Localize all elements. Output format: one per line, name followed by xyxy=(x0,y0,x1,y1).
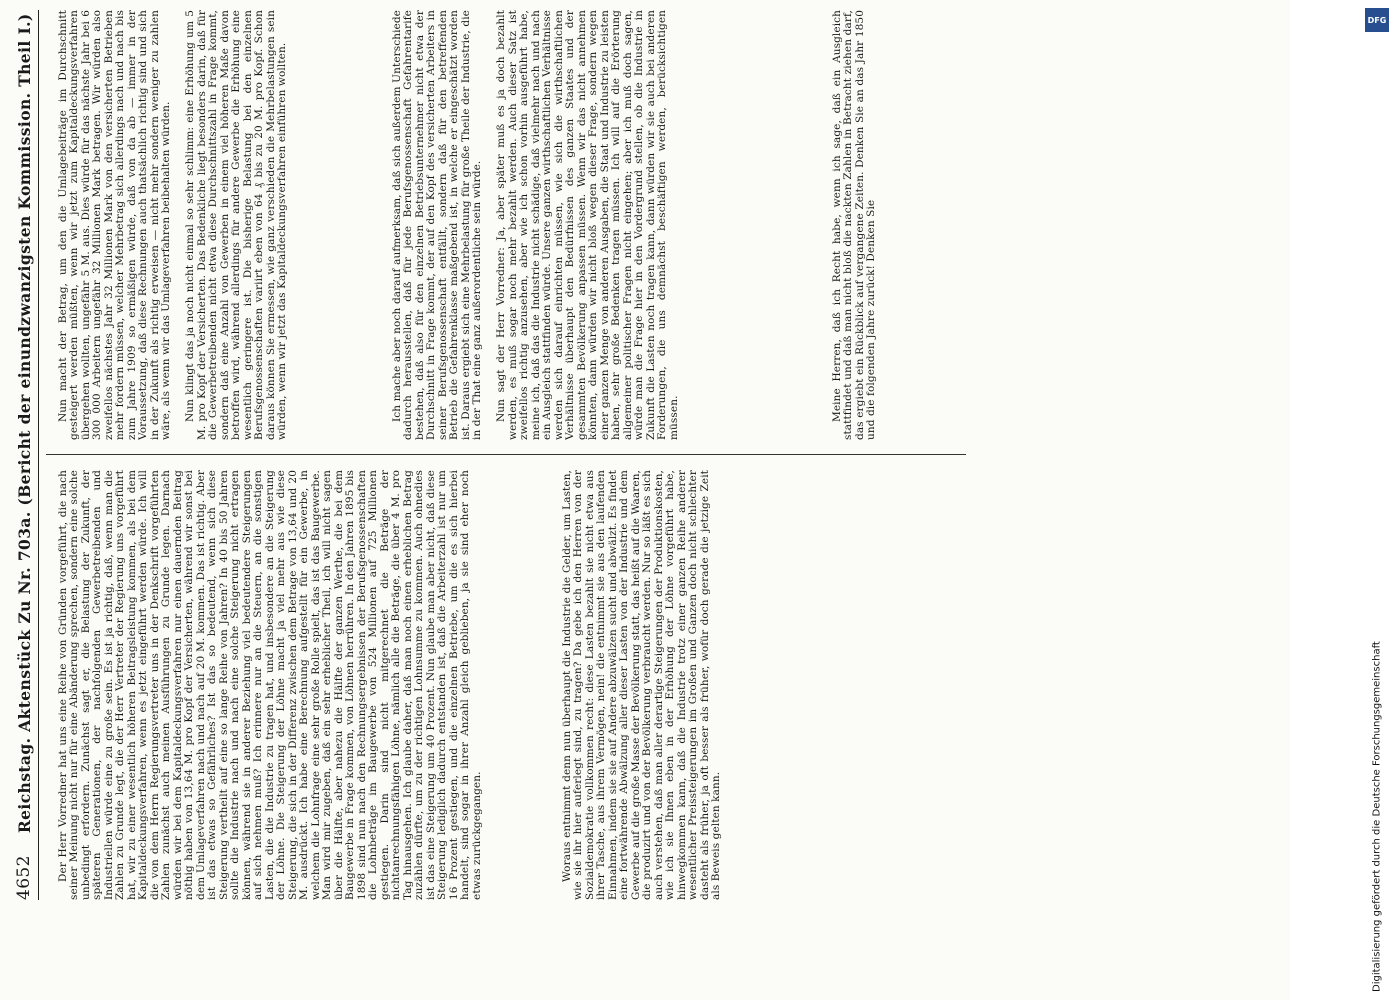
dfg-logo-icon: DFG xyxy=(1365,8,1389,32)
column-divider xyxy=(46,454,966,455)
text-column-right-top xyxy=(46,10,346,440)
paragraph: Meine Herren, daß ich Recht habe, wenn ich sage, daß ein Ausgleich stattfindet und daß man nicht bloß die nackten Zahlen in Betracht ziehen darf, das ergiebt ein Rückblick auf vergangene Zeiten. Denken Sie an das Jahr 1850 und die folgenden Jahre zurück! Denken Sie xyxy=(830,10,877,440)
paragraph: Nun sagt der Herr Vorredner: Ja, aber später muß es ja doch bezahlt werden, es muß sogar noch mehr bezahlt werden. Auch dieser Satz ist zweifellos richtig anzusehen, aber wie ich schon vorhin ausgeführt habe, meine ich, daß das die Industrie nicht schädige, daß vielmehr nach und nach ein Ausgleich stattfinden würde. Unsere ganzen wirthschaftlichen Verhältnisse werden sich darauf einrichten müssen, wie sich die wirthschaftlichen Verhältnisse überhaupt den Bedürfnissen des ganzen Staates und der gesammten Bevölkerung anpassen müssen. Wenn wir das nicht annehmen könnten, dann würden wir nicht bloß wegen dieser Frage, sondern wegen einer ganzen Menge von anderen Ausgaben, die Staat und Industrie zu leisten haben, sehr große Bedenken tragen müssen. Ich will auf die Erörterung allgemeiner politischer Fragen nicht eingehen; aber ich muß doch sagen, würde man die Frage hier in den Vordergrund stellen, ob die Industrie in Zukunft die Lasten noch tragen kann, dann würden wir sie auch bei anderen Forderungen, die uns demnächst beschäftigen werden, berücksichtigen müssen. xyxy=(495,10,680,440)
page-header xyxy=(12,10,36,900)
paragraph: Woraus entnimmt denn nun überhaupt die Industrie die Gelder, um Lasten, wie sie ihr hier auferlegt sind, zu tragen? Da gebe ich den Herren von der Sozialdemokratie vollkommen recht: diese Lasten bezahlt sie nicht etwa aus ihrer Tasche, aus ihrem Vermögen, nein! die entnimmt sie aus den laufenden Einnahmen, indem sie sie auf Andere abzuwälzen sucht und abwälzt. Es findet eine fortwährende Abwälzung aller dieser Lasten von der Industrie und dem Gewerbe auf die große Masse der Bevölkerung statt, das heißt auf die Waaren, die produzirt und von der Bevölkerung verbraucht werden. Nur so läßt es sich auch verstehen, daß man aller derartige Steigerungen der Produktionskosten, wie ich sie Ihnen eben in der Erhöhung der Löhne vorgeführt habe, hinwegkommen kann, daß die Industrie trotz einer ganzen Reihe anderer wesentlicher Preissteigerungen im Großen und Ganzen doch nicht schlechter dasteht als früher, ja oft besser als früher, wofür doch gerade die jetzige Zeit als Beweis gelten kann. xyxy=(560,470,722,900)
page-number: 4652 xyxy=(14,855,34,900)
header-rule xyxy=(38,10,39,900)
text-column-right-bottom xyxy=(820,10,940,440)
paragraph: Ich mache aber noch darauf aufmerksam, daß sich außerdem Unterschiede dadurch herausstellen, daß für jede Berufsgenossenschaft Gefahrentarife bestehen, daß also für den einzelnen Betriebsunternehmer nicht etwa der Durchschnitt in Frage kommt, der auf den Kopf des versicherten Arbeiters in seiner Berufsgenossenschaft entfällt, sondern daß für den betreffenden Betrieb die Gefahrenklasse maßgebend ist, in welche er eingeschätzt worden ist. Daraus ergiebt sich eine Mehrbelastung für große Theile der Industrie, die in der That eine ganz außerordentliche sein würde. xyxy=(390,10,483,440)
digitization-note: Digitalisierung gefördert durch die Deutsche Forschungsgemeinschaft xyxy=(1371,641,1383,992)
paragraph: Nun klingt das ja noch nicht einmal so sehr schlimm: eine Erhöhung um 5 M. pro Kopf der Versicherten. Das Bedenkliche liegt besonders darin, daß für die Gewerbetreibenden nicht etwa diese Durchschnittszahl in Frage kommt, sondern daß eine Anzahl von Gewerben in einem viel höheren Maße davon betroffen wird, während allerdings für andere Gewerbe die Erhöhung eine wesentlich geringere ist. Die bisherige Belastung bei den einzelnen Berufsgenossenschaften variirt eben von 64 ₰ bis zu 20 M. pro Kopf. Schon daraus können Sie ermessen, wie ganz verschieden die Mehrbelastungen sein würden, wenn wir jetzt das Kapitaldeckungsverfahren einführen wollten. xyxy=(184,10,288,440)
text-column-right-middle xyxy=(380,10,810,440)
paragraph: Der Herr Vorredner hat uns eine Reihe von Gründen vorgeführt, die nach seiner Meinung nicht nur für eine Abänderung sprechen, sondern eine solche unbedingt erfordern. Zunächst sagt er, die Belastung der Zukunft, der späteren Generationen, der nachfolgenden Gewerbetreibenden und Industriellen würde eine zu große sein. Es ist ja richtig, daß, wenn man die Zahlen zu Grunde legt, die der Herr Vertreter der Regierung uns vorgeführt hat, wir zu einer wesentlich höheren Beitragsleistung kommen, als bei dem Kapitaldeckungsverfahren, wenn es jetzt eingeführt werden würde. Ich will die von dem Herrn Regierungsvertreter uns in der Denkschrift vorgeführten Zahlen zunächst auch meinen Ausführungen zu Grunde legen. Darnach würden wir bei dem Kapitaldeckungsverfahren nur einen dauernden Beitrag nöthig haben von 13,64 M. pro Kopf der Versicherten, während wir sonst bei dem Umlageverfahren nach und nach auf 20 M. kommen. Das ist richtig. Aber ist das etwas so Gefährliches? Ist das so bedeutend, wenn sich diese Steigerung vertheilt auf eine so lange Reihe von Jahren? In 40 bis 50 Jahren sollte die Industrie nach und nach eine solche Steigerung nicht ertragen können, während sie in anderer Beziehung viel bedeutendere Steigerungen auf sich nehmen muß? Ich erinnere nur an die Steuern, an die sonstigen Lasten, die die Industrie zu tragen hat, und insbesondere an die Steigerung der Löhne. Die Steigerung der Löhne macht ja viel mehr aus wie diese Steigerung, die sich in der Differenz zwischen dem Betrage von 13,64 und 20 M. ausdrückt. Ich habe eine Berechnung aufgestellt für ein Gewerbe, in welchem die Lohnfrage eine sehr große Rolle spielt, das ist das Baugewerbe. Man wird mir zugeben, daß ein sehr erheblicher Theil, ich will nicht sagen über die Hälfte, aber nahezu die Hälfte der ganzen Werthe, die bei dem Baugewerbe in Frage kommen, von Löhnen herrühren. In den Jahren 1895 bis 1898 sind nun nach den Rechnungsergebnissen der Berufsgenossenschaften die Lohnbeträge im Baugewerbe von 524 Millionen auf 725 Millionen gestiegen. Darin sind nicht mitgerechnet die Beträge der nichtanrechnungsfähigen Löhne, nämlich alle die Beträge, die über 4 M. pro Tag hinausgehen. Ich glaube daher, daß man noch einen erheblichen Betrag zuzählen dürfte, um zu der richtigen Lohnsumme zu kommen. Auch ohnedies ist das eine Steigerung um 40 Prozent. Nun glaube man aber nicht, daß diese Steigerung lediglich dadurch entstanden ist, daß die Arbeiterzahl ist nur um 16 Prozent gestiegen, und die einzelnen Betriebe, um die es sich hierbei handelt, sind sogar in ihrer Anzahl gleich geblieben, ja sie sind eher noch etwas zurückgegangen. xyxy=(56,470,483,900)
text-column-left-bottom xyxy=(550,470,870,900)
paragraph: Nun macht der Betrag, um den die Umlagebeiträge im Durchschnitt gesteigert werden müßten, wenn wir jetzt zum Kapitaldeckungsverfahren übergehen wollten, ungefähr 5 M. aus. Dies würde für das nächste Jahr bei 6 300 000 Arbeitern ungefähr 32 Millionen Mark betragen. Wir würden also zweifellos nächstes Jahr 32 Millionen Mark von den versicherten Betrieben mehr fordern müssen, welcher Mehrbetrag sich allerdings nach und nach bis zum Jahre 1909 so ermäßigen würde, daß von da ab — immer in der Voraussetzung, daß diese Rechnungen auch thatsächlich richtig sind und sich in der Zukunft als richtig erweisen — nicht mehr sondern weniger zu zahlen wäre, als wenn wir das Umlageverfahren beibehalten würden. xyxy=(56,10,172,440)
text-column-left-top xyxy=(46,470,546,900)
digitization-stamp xyxy=(1359,2,1395,998)
page-title: Reichstag. Aktenstück Zu Nr. 703a. (Bericht der einundzwanzigsten Kommission. Theil I.) xyxy=(14,13,34,834)
